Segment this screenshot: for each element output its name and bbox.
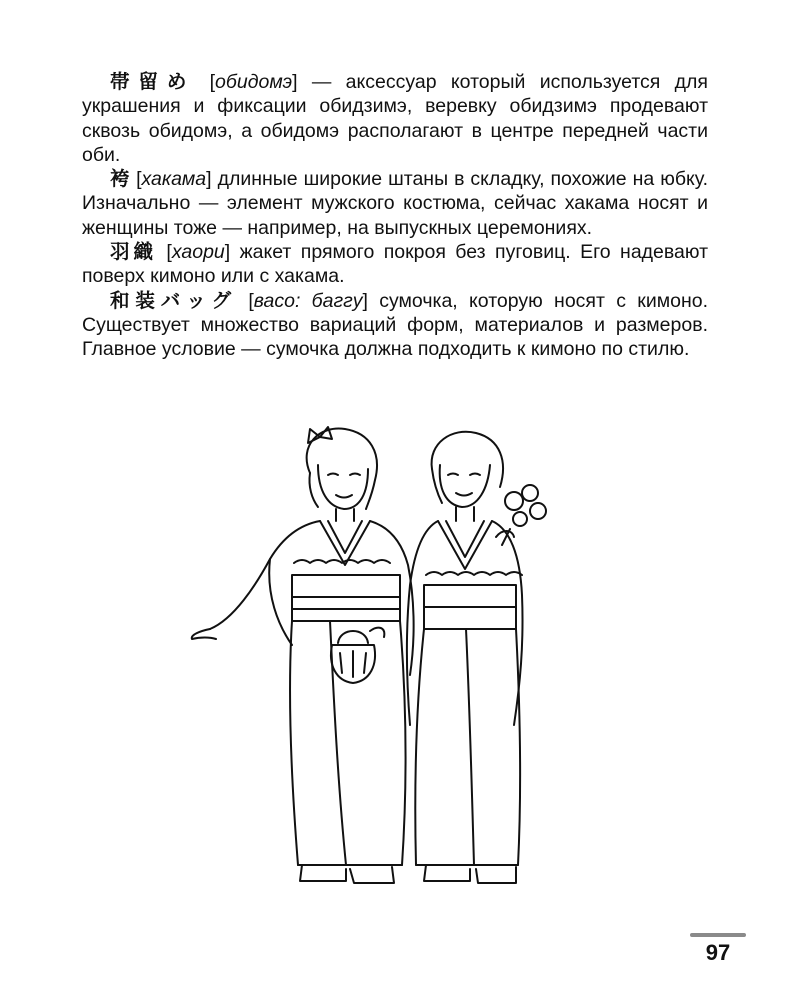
bracket-open: [ [209, 71, 216, 93]
entry-definition: длинные широкие штаны в складку, похожие на юбку. Изначально — элемент мужского костюма, сейчас хакама носят и женщины тоже — например, на выпускных церемониях. [82, 168, 708, 239]
entry-term: 羽織 [110, 240, 157, 264]
bracket-close: ] [206, 168, 212, 191]
entry-term: 帯留め [110, 70, 196, 93]
bracket-close: ] [224, 241, 231, 264]
entry-term: 袴 [110, 167, 131, 191]
page-body-text [82, 70, 708, 362]
bracket-open: [ [166, 241, 172, 264]
entry-definition: сумочка, которую носят с кимоно. Существует множество вариаций форм, материалов и размеров. Главное условие — сумочка должна подходить к кимоно по стилю. [82, 289, 709, 361]
entry-reading: обидомэ [215, 71, 293, 93]
glossary-entry-waso-baggu [82, 289, 708, 362]
glossary-entry-haori [82, 240, 708, 289]
right-woman-figure [407, 432, 546, 883]
page-number-rule [690, 933, 746, 937]
entry-definition: — аксессуар который используется для украшения и фиксации обидзимэ, веревку обидзимэ продевают сквозь обидомэ, а обидомэ располагают в центре передней части оби. [82, 71, 708, 166]
entry-reading: васо: баггу [253, 289, 363, 312]
bracket-open: [ [248, 289, 254, 312]
bracket-open: [ [136, 168, 142, 191]
bracket-close: ] [292, 71, 298, 93]
entry-term: 和装バッグ [110, 288, 237, 312]
entry-reading: хакама [141, 168, 207, 191]
entry-definition: жакет прямого покроя без пуговиц. Его надевают поверх кимоно или с хакама. [82, 241, 709, 288]
bracket-close: ] [362, 289, 368, 312]
glossary-entry-obidome [82, 70, 708, 167]
glossary-entry-hakama [82, 167, 708, 240]
left-woman-figure [192, 427, 414, 883]
page-number: 97 [705, 940, 731, 965]
entry-reading: хаори [171, 241, 225, 264]
kimono-illustration [170, 425, 570, 895]
